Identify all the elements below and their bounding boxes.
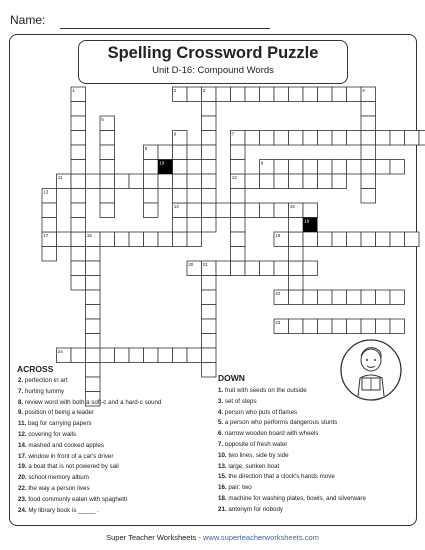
crossword-cell[interactable]	[361, 160, 376, 175]
crossword-cell[interactable]	[231, 218, 246, 233]
clue-text: fruit with seeds on the outside	[224, 387, 307, 394]
crossword-cell[interactable]	[115, 174, 130, 189]
crossword-cell[interactable]	[318, 290, 333, 305]
crossword-cell[interactable]	[289, 232, 304, 247]
clue-number: 3.	[218, 397, 225, 405]
cell-number: 18	[86, 233, 92, 238]
crossword-cell[interactable]	[376, 232, 391, 247]
crossword-cell[interactable]	[376, 319, 391, 334]
name-label: Name:	[10, 13, 46, 27]
crossword-cell[interactable]	[303, 203, 318, 218]
crossword-cell[interactable]	[289, 290, 304, 305]
crossword-cell[interactable]	[332, 131, 347, 146]
footer-url[interactable]: www.superteacherworksheets.com	[202, 533, 319, 542]
crossword-cell[interactable]	[100, 160, 115, 175]
crossword-cell[interactable]	[347, 319, 362, 334]
crossword-cell[interactable]	[71, 348, 86, 363]
crossword-cell[interactable]	[144, 174, 159, 189]
cell-number: 10	[159, 160, 165, 166]
crossword-cell[interactable]	[144, 189, 159, 204]
crossword-cell[interactable]	[347, 160, 362, 175]
crossword-cell[interactable]	[289, 261, 304, 276]
cell-number: 16	[304, 218, 310, 224]
crossword-cell[interactable]	[202, 116, 217, 131]
crossword-cell[interactable]	[86, 290, 101, 305]
cell-number: 23	[275, 320, 281, 325]
crossword-cell[interactable]	[274, 174, 289, 189]
crossword-cell[interactable]	[100, 145, 115, 160]
clue-item	[18, 485, 90, 492]
crossword-cell[interactable]	[100, 189, 115, 204]
crossword-cell[interactable]	[347, 290, 362, 305]
cell-number: 5	[101, 117, 104, 122]
crossword-cell[interactable]	[361, 189, 376, 204]
clue-text: review word with both a soft-c and a hard-c sound	[24, 398, 162, 406]
clue-item	[218, 387, 307, 394]
crossword-cell[interactable]	[202, 145, 217, 160]
crossword-cell[interactable]	[332, 290, 347, 305]
cell-number: 13	[43, 189, 49, 195]
cell-number: 9	[260, 160, 264, 166]
crossword-cell[interactable]	[245, 261, 260, 276]
cell-number: 17	[43, 233, 49, 238]
clue-text: narrow wooden board with wheels	[224, 430, 319, 438]
crossword-cell[interactable]	[303, 232, 318, 247]
crossword-cell[interactable]	[202, 334, 217, 349]
crossword-cell[interactable]	[202, 218, 217, 233]
cell-number: 14	[173, 204, 179, 209]
crossword-cell[interactable]	[173, 232, 188, 247]
clue-item	[218, 419, 337, 426]
crossword-cell[interactable]	[289, 87, 304, 102]
crossword-cell[interactable]	[187, 87, 202, 102]
crossword-cell[interactable]	[347, 232, 362, 247]
crossword-cell[interactable]	[86, 305, 101, 320]
crossword-cell[interactable]	[202, 160, 217, 175]
crossword-cell[interactable]	[332, 87, 347, 102]
footer-text: Super Teacher Worksheets -	[106, 533, 203, 542]
clue-text: My library book is _____ .	[28, 506, 99, 514]
clue-text: person who puts of flames	[224, 408, 298, 416]
clue-number: 11.	[18, 420, 28, 428]
cell-number: 12	[231, 175, 237, 180]
crossword-cell[interactable]	[129, 232, 144, 247]
crossword-cell[interactable]	[390, 131, 405, 146]
crossword-cell[interactable]	[187, 203, 202, 218]
crossword-cell[interactable]	[289, 160, 304, 175]
crossword-cell[interactable]	[158, 174, 173, 189]
crossword-cell[interactable]	[318, 87, 333, 102]
clue-text: the direction that a clock's hands move	[228, 473, 335, 481]
crossword-cell[interactable]	[303, 319, 318, 334]
crossword-cell[interactable]	[86, 319, 101, 334]
crossword-cell[interactable]	[419, 131, 425, 146]
clue-number: 24.	[18, 506, 29, 514]
crossword-cell[interactable]	[231, 145, 246, 160]
crossword-cell[interactable]	[57, 232, 72, 247]
crossword-cell[interactable]	[173, 145, 188, 160]
clue-text: position of being a leader	[24, 409, 95, 417]
crossword-cell[interactable]	[100, 348, 115, 363]
clue-text: the way a person lives	[28, 485, 90, 492]
crossword-cell[interactable]	[361, 290, 376, 305]
cell-number: 4	[362, 88, 365, 93]
crossword-cell[interactable]	[71, 131, 86, 146]
crossword-cell[interactable]	[376, 290, 391, 305]
clue-item	[18, 409, 94, 416]
clue-number: 14.	[18, 441, 29, 449]
cell-number: 6	[173, 131, 177, 137]
crossword-cell[interactable]	[187, 232, 202, 247]
crossword-cell[interactable]	[202, 305, 217, 320]
crossword-cell[interactable]	[332, 319, 347, 334]
crossword-cell[interactable]	[303, 131, 318, 146]
crossword-cell[interactable]	[173, 218, 188, 233]
clue-number: 13.	[218, 462, 229, 470]
crossword-cell[interactable]	[390, 290, 405, 305]
crossword-cell[interactable]	[347, 131, 362, 146]
crossword-cell[interactable]	[303, 160, 318, 175]
crossword-cell[interactable]	[71, 160, 86, 175]
crossword-cell[interactable]	[144, 232, 159, 247]
crossword-cell[interactable]	[202, 319, 217, 334]
clue-number: 8.	[18, 398, 25, 406]
cell-number: 19	[275, 233, 281, 238]
clue-number: 15.	[218, 473, 229, 481]
clue-item	[18, 399, 161, 406]
clue-text: hurting tummy	[24, 387, 65, 395]
crossword-cell[interactable]	[173, 348, 188, 363]
crossword-cell[interactable]	[71, 203, 86, 218]
clue-item	[218, 409, 297, 416]
reading-boy-illustration	[338, 338, 404, 402]
crossword-cell[interactable]	[289, 218, 304, 233]
crossword-cell[interactable]	[231, 87, 246, 102]
crossword-cell[interactable]	[173, 189, 188, 204]
crossword-cell[interactable]	[100, 174, 115, 189]
crossword-cell[interactable]	[202, 174, 217, 189]
crossword-cell[interactable]	[173, 174, 188, 189]
crossword-cell[interactable]	[347, 87, 362, 102]
clue-text: window in front of a car's driver	[28, 452, 114, 460]
clue-text: a person who performs dangerous stunts	[224, 419, 338, 427]
crossword-cell[interactable]	[216, 203, 231, 218]
clue-text: two lines, side by side	[228, 451, 289, 459]
crossword-cell[interactable]	[173, 160, 188, 175]
crossword-cell[interactable]	[71, 261, 86, 276]
crossword-cell[interactable]	[289, 131, 304, 146]
crossword-cell[interactable]	[42, 247, 57, 262]
crossword-cell[interactable]	[376, 160, 391, 175]
crossword-cell[interactable]	[318, 131, 333, 146]
crossword-cell[interactable]	[144, 160, 159, 175]
crossword-cell[interactable]	[361, 174, 376, 189]
cell-number: 3	[202, 88, 206, 93]
crossword-cell[interactable]	[42, 218, 57, 233]
crossword-cell[interactable]	[405, 232, 420, 247]
crossword-cell[interactable]	[274, 160, 289, 175]
crossword-cell[interactable]	[202, 290, 217, 305]
crossword-cell[interactable]	[274, 131, 289, 146]
crossword-cell[interactable]	[202, 102, 217, 117]
crossword-cell[interactable]	[42, 203, 57, 218]
crossword-cell[interactable]	[231, 261, 246, 276]
crossword-cell[interactable]	[289, 276, 304, 291]
clue-text: mashed and cooked apples	[28, 441, 105, 449]
page-title: Spelling Crossword Puzzle	[107, 44, 319, 62]
clue-item	[218, 506, 283, 513]
crossword-cell[interactable]	[158, 348, 173, 363]
crossword-cell[interactable]	[71, 174, 86, 189]
crossword-cell[interactable]	[71, 145, 86, 160]
cell-number: 22	[275, 291, 281, 296]
crossword-cell[interactable]	[71, 276, 86, 291]
crossword-cell[interactable]	[361, 145, 376, 160]
clue-item	[18, 507, 99, 514]
crossword-cell[interactable]	[260, 261, 275, 276]
clue-number: 22.	[18, 485, 29, 492]
cell-number: 24	[57, 349, 63, 354]
clue-text: pair: two	[228, 484, 252, 492]
clue-number: 1.	[218, 387, 225, 394]
crossword-cell[interactable]	[216, 261, 231, 276]
crossword-cell[interactable]	[86, 334, 101, 349]
clue-item	[18, 442, 104, 449]
crossword-cell[interactable]	[71, 218, 86, 233]
clue-number: 19.	[18, 463, 29, 471]
crossword-cell[interactable]	[289, 174, 304, 189]
clue-number: 21.	[218, 505, 229, 513]
crossword-cell[interactable]	[274, 87, 289, 102]
clue-number: 23.	[18, 495, 29, 503]
crossword-cell[interactable]	[158, 232, 173, 247]
crossword-cell[interactable]	[100, 232, 115, 247]
cell-number: 2	[173, 88, 177, 93]
crossword-cell[interactable]	[318, 319, 333, 334]
clue-number: 7.	[218, 441, 225, 448]
crossword-cell[interactable]	[231, 232, 246, 247]
crossword-cell[interactable]	[260, 87, 275, 102]
clue-item	[18, 474, 89, 481]
cell-number: 1	[72, 88, 75, 93]
crossword-cell[interactable]	[303, 261, 318, 276]
clue-item	[18, 377, 68, 384]
crossword-cell[interactable]	[260, 131, 275, 146]
clue-item	[218, 441, 288, 448]
crossword-cell[interactable]	[144, 203, 159, 218]
clue-number: 4.	[218, 408, 225, 416]
crossword-cell[interactable]	[318, 160, 333, 175]
clue-item	[18, 420, 92, 427]
clue-number: 10.	[218, 451, 229, 459]
crossword-cell[interactable]	[260, 174, 275, 189]
cell-number: 21	[202, 262, 208, 267]
crossword-cell[interactable]	[303, 290, 318, 305]
crossword-cell[interactable]	[86, 247, 101, 262]
crossword-cell[interactable]	[390, 160, 405, 175]
clue-number: 5.	[218, 419, 225, 427]
clue-text: bag for carrying papers	[27, 420, 92, 428]
crossword-cell[interactable]	[115, 348, 130, 363]
clue-text: school memory album	[28, 474, 89, 482]
crossword-cell[interactable]	[318, 232, 333, 247]
crossword-cell[interactable]	[187, 348, 202, 363]
clue-number: 7.	[18, 387, 25, 395]
clue-item	[218, 398, 257, 405]
clue-number: 12.	[18, 431, 29, 438]
crossword-cell[interactable]	[361, 131, 376, 146]
crossword-cell[interactable]	[231, 247, 246, 262]
cell-number: 7	[231, 131, 235, 137]
crossword-cell[interactable]	[100, 131, 115, 146]
crossword-cell[interactable]	[245, 131, 260, 146]
crossword-cell[interactable]	[303, 174, 318, 189]
clue-item	[18, 463, 119, 470]
clue-text: food commonly eaten with spaghetti	[28, 495, 128, 503]
clue-number: 6.	[218, 430, 225, 438]
crossword-cell[interactable]	[231, 203, 246, 218]
clue-item	[18, 388, 64, 395]
crossword-cell[interactable]	[86, 377, 101, 392]
clue-item	[218, 484, 252, 491]
crossword-cell[interactable]	[115, 232, 130, 247]
clue-number: 17.	[18, 452, 29, 460]
page-subtitle: Unit D-16: Compound Words	[152, 65, 274, 76]
clue-text: machine for washing plates, bowls, and silverware	[228, 495, 366, 502]
clue-text: a boat that is not powered by sail	[28, 463, 119, 471]
crossword-cell[interactable]	[274, 203, 289, 218]
crossword-cell[interactable]	[361, 232, 376, 247]
crossword-cell[interactable]	[245, 87, 260, 102]
cell-number: 20	[188, 262, 194, 267]
clue-item	[218, 463, 279, 470]
crossword-cell[interactable]	[361, 116, 376, 131]
clue-text: set of steps	[224, 397, 257, 405]
clue-item	[218, 473, 335, 480]
crossword-cell[interactable]	[376, 131, 391, 146]
crossword-cell[interactable]	[332, 160, 347, 175]
crossword-cell[interactable]	[361, 102, 376, 117]
clue-item	[18, 431, 76, 438]
clue-text: large, sunken boat	[228, 462, 280, 470]
clue-text: covering for walls	[28, 431, 77, 438]
clue-text: antonym for nobody	[228, 505, 284, 513]
crossword-cell[interactable]	[332, 174, 347, 189]
clue-item	[218, 430, 318, 437]
footer	[0, 533, 425, 542]
crossword-cell[interactable]	[231, 189, 246, 204]
crossword-cell[interactable]	[202, 131, 217, 146]
crossword-cell[interactable]	[129, 174, 144, 189]
across-heading: ACROSS	[17, 364, 54, 374]
clue-text: perfection in art	[24, 377, 68, 384]
crossword-cell[interactable]	[332, 232, 347, 247]
crossword-cell[interactable]	[86, 261, 101, 276]
crossword-cell[interactable]	[158, 145, 173, 160]
crossword-cell[interactable]	[390, 232, 405, 247]
clue-text: opposite of fresh water	[224, 441, 288, 448]
clue-number: 18.	[218, 495, 229, 502]
clue-number: 2.	[18, 377, 25, 384]
crossword-cell[interactable]	[86, 348, 101, 363]
crossword-cell[interactable]	[245, 203, 260, 218]
clue-item	[18, 453, 113, 460]
crossword-cell[interactable]	[260, 203, 275, 218]
crossword-cell[interactable]	[289, 319, 304, 334]
crossword-cell[interactable]	[202, 203, 217, 218]
down-heading: DOWN	[218, 373, 245, 383]
crossword-cell[interactable]	[231, 160, 246, 175]
clue-number: 16.	[218, 484, 229, 492]
cell-number: 8	[144, 146, 148, 151]
crossword-cell[interactable]	[202, 189, 217, 204]
crossword-cell[interactable]	[187, 174, 202, 189]
crossword-cell[interactable]	[144, 348, 159, 363]
crossword-cell[interactable]	[129, 348, 144, 363]
crossword-cell[interactable]	[390, 319, 405, 334]
clue-item	[18, 496, 127, 503]
crossword-cell[interactable]	[86, 363, 101, 378]
crossword-cell[interactable]	[405, 131, 420, 146]
crossword-cell[interactable]	[289, 247, 304, 262]
crossword-cell[interactable]	[303, 87, 318, 102]
cell-number: 11	[57, 175, 63, 180]
cell-number: 15	[289, 204, 295, 209]
crossword-cell[interactable]	[71, 102, 86, 117]
clue-number: 9.	[18, 409, 25, 417]
crossword-cell[interactable]	[318, 174, 333, 189]
crossword-cell[interactable]	[71, 116, 86, 131]
crossword-cell[interactable]	[202, 363, 217, 378]
clue-number: 20.	[18, 474, 29, 482]
crossword-cell[interactable]	[202, 276, 217, 291]
clue-item	[218, 495, 366, 502]
clue-item	[218, 452, 289, 459]
crossword-cell[interactable]	[245, 174, 260, 189]
crossword-cell[interactable]	[86, 174, 101, 189]
crossword-cell[interactable]	[187, 145, 202, 160]
crossword-cell[interactable]	[202, 348, 217, 363]
crossword-cell[interactable]	[86, 276, 101, 291]
crossword-cell[interactable]	[71, 247, 86, 262]
crossword-cell[interactable]	[361, 319, 376, 334]
crossword-cell[interactable]	[216, 87, 231, 102]
crossword-cell[interactable]	[71, 189, 86, 204]
crossword-cell[interactable]	[71, 232, 86, 247]
crossword-cell[interactable]	[274, 261, 289, 276]
crossword-cell[interactable]	[100, 203, 115, 218]
